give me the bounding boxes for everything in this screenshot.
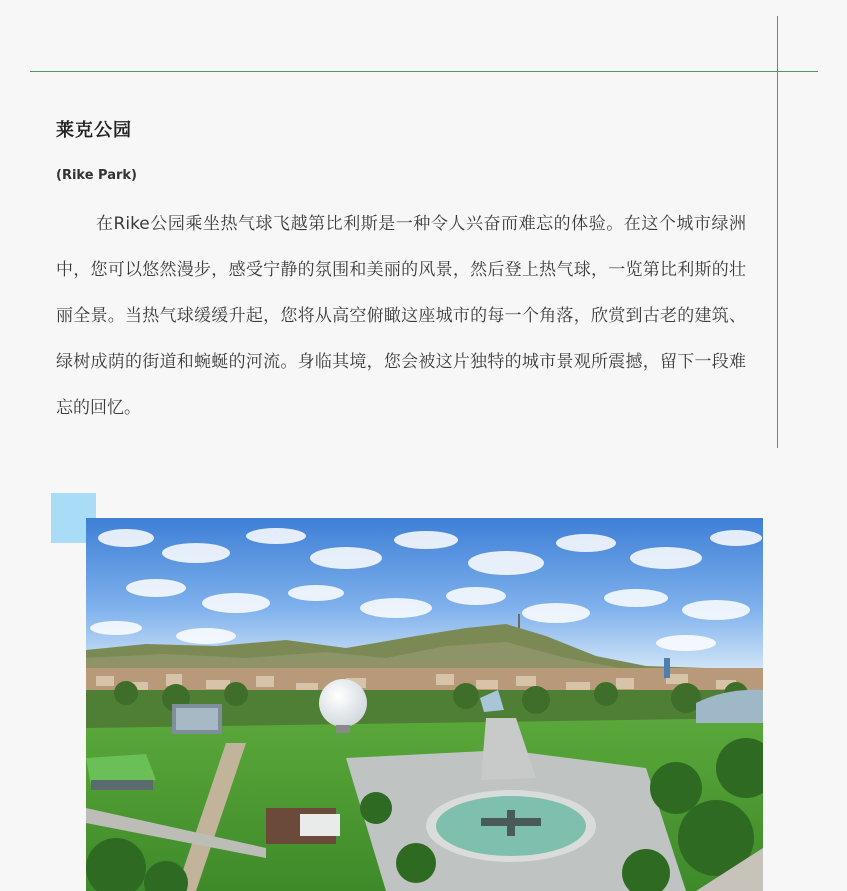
- decorative-vertical-line: [777, 16, 778, 448]
- decorative-horizontal-line: [30, 71, 818, 72]
- rike-park-photo: [86, 518, 763, 891]
- section-paragraph: 在Rike公园乘坐热气球飞越第比利斯是一种令人兴奋而难忘的体验。在这个城市绿洲中，您可以悠然漫步，感受宁静的氛围和美丽的风景，然后登上热气球，一览第比利斯的壮丽全景。当热气球缓缓升起，您将从高空俯瞰这座城市的每一个角落，欣赏到古老的建筑、绿树成荫的街道和蜿蜒的河流。身临其境，您会被这片独特的城市景观所震撼，留下一段难忘的回忆。: [56, 214, 746, 418]
- section-title: 莱克公园: [56, 120, 132, 141]
- section-subtitle: (Rike Park): [56, 168, 137, 183]
